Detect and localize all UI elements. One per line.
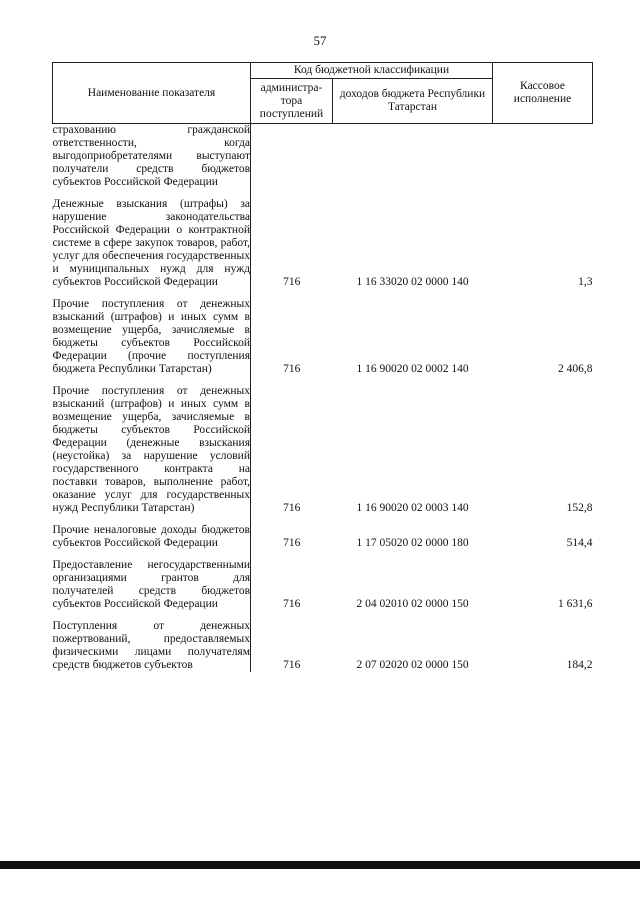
- header-classification: Код бюджетной классификации: [251, 63, 493, 79]
- page-number: 57: [313, 33, 327, 48]
- row-name: Поступления от денежных пожертвований, предоставляемых физическими лицами получателям средств бюджетов субъектов: [52, 620, 250, 671]
- row-spacer: [53, 515, 593, 524]
- row-administrator: 716: [283, 537, 301, 549]
- row-amount: 1 631,6: [558, 598, 593, 610]
- row-administrator: 716: [283, 659, 301, 671]
- row-spacer: [53, 550, 593, 559]
- row-income-code: [333, 124, 493, 190]
- header-administrator: администра-тора поступлений: [251, 79, 333, 124]
- row-name: Предоставление негосударственными организациями грантов для получателей средств бюджетов субъектов Российской Федерации: [52, 559, 250, 610]
- row-administrator: 716: [283, 276, 301, 288]
- table-row: [53, 298, 593, 376]
- row-amount: [493, 124, 593, 190]
- scan-edge-bar: [0, 861, 640, 869]
- header-amount: Кассовое исполнение: [493, 63, 593, 124]
- table-row: [53, 385, 593, 515]
- row-amount: 1,3: [578, 276, 593, 288]
- row-income-code: 2 04 02010 02 0000 150: [356, 598, 469, 610]
- table-row: [53, 559, 593, 611]
- row-administrator: 716: [283, 502, 301, 514]
- row-income-code: 1 16 90020 02 0002 140: [356, 363, 469, 375]
- row-spacer: [53, 289, 593, 298]
- row-name: Денежные взыскания (штрафы) за нарушение законодательства Российской Федерации о контрактной системе в сфере закупок товаров, работ, услуг для обеспечения государственных и муниципальных нужд для нужд субъектов Российской Федерации: [52, 198, 250, 288]
- row-name: страхованию гражданской ответственности, когда выгодоприобретателями выступают получатели средств бюджетов субъектов Российской Федерации: [52, 124, 250, 188]
- row-income-code: 1 16 33020 02 0000 140: [356, 276, 469, 288]
- header-name: Наименование показателя: [53, 63, 251, 124]
- row-income-code: 1 17 05020 02 0000 180: [356, 537, 469, 549]
- row-administrator: 716: [283, 363, 301, 375]
- table-body: [53, 124, 593, 673]
- row-name: Прочие неналоговые доходы бюджетов субъектов Российской Федерации: [52, 524, 250, 549]
- table-row: [53, 524, 593, 550]
- table-row: [53, 124, 593, 190]
- header-income-code: доходов бюджета Республики Татарстан: [333, 79, 493, 124]
- row-administrator: 716: [283, 598, 301, 610]
- row-amount: 184,2: [566, 659, 593, 671]
- table-row: [53, 198, 593, 289]
- row-amount: 152,8: [566, 502, 593, 514]
- row-name: Прочие поступления от денежных взысканий (штрафов) и иных сумм в возмещение ущерба, зачисляемые в бюджеты субъектов Российской Федерации (денежные взыскания (неустойка) за нарушение условий государственного контракта на поставки товаров, выполнение работ, оказание услуг для государственных нужд Республики Татарстан): [52, 385, 250, 514]
- row-amount: 2 406,8: [558, 363, 593, 375]
- row-name: Прочие поступления от денежных взысканий (штрафов) и иных сумм в возмещение ущерба, зачисляемые в бюджеты субъектов Российской Федерации (прочие поступления бюджета Республики Татарстан): [52, 298, 250, 375]
- row-administrator: [251, 124, 333, 190]
- row-amount: 514,4: [566, 537, 593, 549]
- row-income-code: 2 07 02020 02 0000 150: [356, 659, 469, 671]
- table-row: [53, 620, 593, 672]
- row-spacer: [53, 189, 593, 198]
- row-spacer: [53, 376, 593, 385]
- row-income-code: 1 16 90020 02 0003 140: [356, 502, 469, 514]
- budget-table: [52, 62, 593, 672]
- table-header: [53, 63, 593, 124]
- row-spacer: [53, 611, 593, 620]
